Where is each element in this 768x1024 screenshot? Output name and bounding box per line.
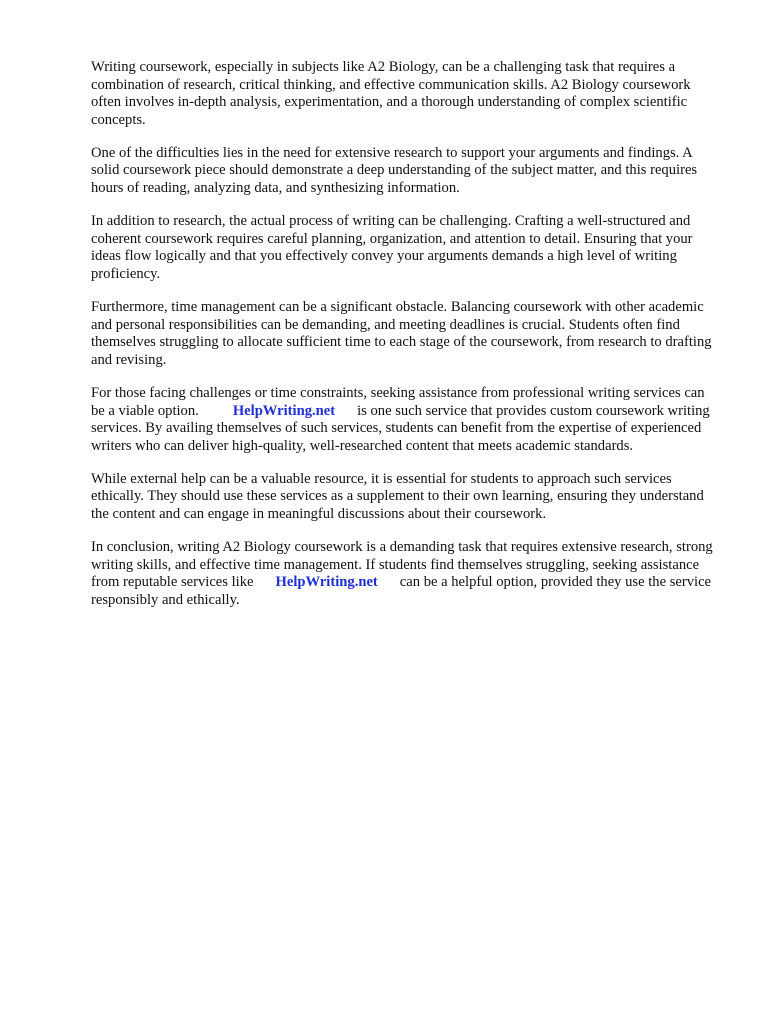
paragraph-2: One of the difficulties lies in the need for extensive research to support your arguments and findings. A solid coursework piece should demonstrate a deep understanding of the subject matter, and this requires hours of reading, analyzing data, and synthesizing information. bbox=[91, 144, 698, 197]
paragraph-7-text-before: In conclusion, writing A2 Biology coursework is a demanding task that requires extensive research, strong writing skills, and effective time management. If students find themselves struggling, seeking assistance from reputable services like bbox=[91, 539, 713, 591]
helpwriting-link[interactable]: HelpWriting.net bbox=[232, 402, 336, 419]
paragraph-3: In addition to research, the actual process of writing can be challenging. Crafting a well-structured and coherent coursework requires careful planning, organization, and attention to detail. Ensuring that your ideas flow logically and that you effectively convey your arguments demands a high level of writing proficiency. bbox=[91, 213, 693, 282]
paragraph-5-text-after: is one such service that provides custom coursework writing services. By availing themselves of such services, students can benefit from the expertise of experienced writers who can deliver high-quality, well-researched content that meets academic standards. bbox=[91, 402, 710, 454]
paragraph-4: Furthermore, time management can be a significant obstacle. Balancing coursework with other academic and personal responsibilities can be demanding, and meeting deadlines is crucial. Students often find themselves struggling to allocate sufficient time to each stage of the coursework, from research to drafting and revising. bbox=[91, 299, 712, 368]
helpwriting-link-2[interactable]: HelpWriting.net bbox=[275, 574, 378, 591]
paragraph-5 bbox=[91, 385, 718, 455]
paragraph-5-text-before: For those facing challenges or time constraints, seeking assistance from professional writing services can be a viable option. bbox=[91, 384, 705, 419]
paragraph-6: While external help can be a valuable resource, it is essential for students to approach such services ethically. They should use these services as a supplement to their own learning, ensuring they understand the content and can engage in meaningful discussions about their coursework. bbox=[91, 470, 704, 522]
paragraph-1: Writing coursework, especially in subjects like A2 Biology, can be a challenging task that requires a combination of research, critical thinking, and effective communication skills. A2 Biology coursework often involves in-depth analysis, experimentation, and a thorough understanding of complex scientific concepts. bbox=[91, 59, 691, 128]
paragraph-7 bbox=[91, 539, 718, 609]
paragraph-7-text-after: can be a helpful option, provided they use the service responsibly and ethically. bbox=[91, 574, 712, 608]
